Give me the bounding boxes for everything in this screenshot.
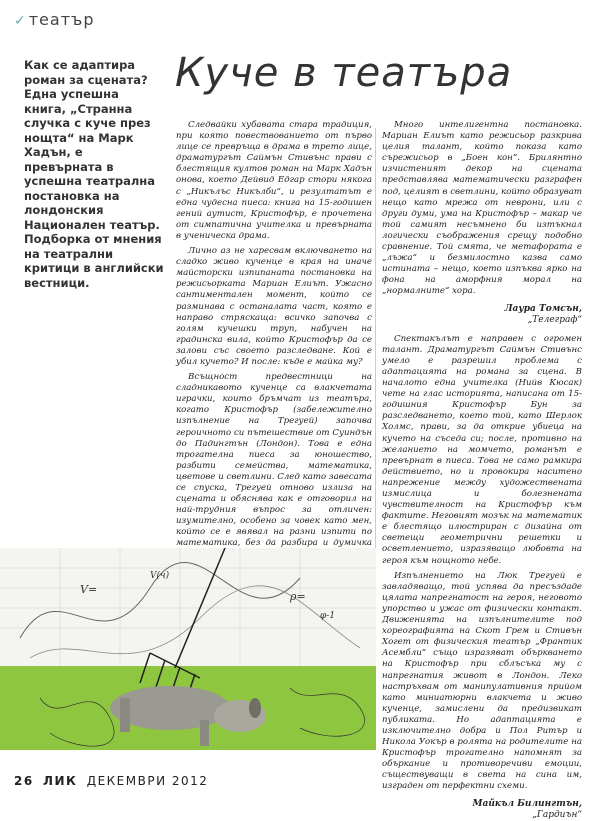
page-number: 26 [14,774,34,788]
critic-signature: Лаура Томсън, [504,303,582,314]
article-title: Куче в театъра [175,50,513,96]
column-1 [176,120,372,589]
illustration [0,548,376,750]
paragraph: Всъщност предвестници на сладникавото кученце са влакчетата играчки, които бръмчат из театъра, когато Кристофър (забележително изпълнение на Трегуей) започва героичното си пътешествие от Суиндън до Падингтън (Лондон). Това е една трогателна пиеса за юношество, разбити семейства, математика, цветове и светлини. След като завесата се спуска, Трегуей отново излиза на сцената и обяснява как е отговорил на най-трудния въпрос за отличен: изумително, особено за човек като мен, който се е явявал на разни изпити по математика, без да разбира и думичка [176,372,372,549]
critic-source: „Гардиън“ [532,809,582,820]
section-label: ✓ театър [14,10,95,29]
paragraph: Изпълнението на Люк Трегуей е завладяващо, той успява да пресъздаде цялата напрегнатост на героя, неговото упорство и ужас от физически контакт. Движенията на изпълнителите под хореографията на Скот Грем и Стивън Хогет от физическия театър „Франтик Асембли“ също изразяват объркването на Кристофър при сблъсъка му с напрегнатия живот в Лондон. Леко настръхвам от манипулативния прийом като миниатюрни влакчета и живо кученце, замислени да предизвикат публиката. Но адаптацията е изключително добра и Пол Ритър и Никола Уокър в ролята на родителите на Кристофър трогателно напомнят за объркание и противоречиви емоции, съществуващи в света на сина им, изграден от перфектни схеми. [382,570,582,792]
critic-source: „Телеграф“ [527,314,582,325]
paragraph: Лично аз не харесвам включването на сладко живо кученце в края на иначе майсторски изпипаната постановка на режисьорката Мариан Елиът. Ужасно сантиментален момент, който се разминава с останалата част, която е направо стряскаща: всичко започва с голям кучешки труп, набучен на градинска вила, който Кристофър да се залови със своето разследване. Кой е убил кучето? И после: къде е майка му? [176,246,372,367]
column-2 [382,120,582,821]
issue-date: ДЕКЕМВРИ 2012 [86,774,209,788]
formula-label: φ-1 [320,611,336,621]
check-icon: ✓ [14,13,27,29]
formula-label: V(ч) [150,571,170,581]
column-divider [375,128,376,548]
paragraph: Много интелигентна постановка. Мариан Елиът като режисьор разкрива целия талант, който показа като сърежисьор в „Боен кон“. Брилянтно изчистеният декор на сцената представлява математически разграфен под, целият в светлини, който образуват нещо като мрежа от неврони, или с други думи, ума на Кристофър – макар че той самият несъмнено би изтъкнал логически съображения срещу подобно сравнение. Той смята, че метафората е „лъжа“ и безмилостно казва само истината – нещо, което изпъква ярко на фона на аморфния морал на „нормалните“ хора. [382,120,582,297]
lead-paragraph: Как се адаптира роман за сцената? Една успешна книга, „Странна случка с куче през нощта“ на Марк Хадън, е превърната в успешна театрална постановка на лондонския Национален театър. Подборка от мнения на театрални критици в английски вестници. [24,58,164,290]
critic-signature: Майкъл Билингтън, [472,798,582,809]
magazine-name: ЛИК [43,774,78,788]
formula-label: V= [80,583,98,596]
formula-label: ρ= [290,590,306,603]
paragraph: Спектакълът е направен с огромен талант. Драматургът Саймън Стивънс умело е разрешил проблема с адаптацията на романа за сцена. В началото една учителка (Нийв Кюсак) чете на глас историята, написана от 15-годишния Кристофър Бун за разследването, което той, като Шерлок Холмс, прави, за да открие убиеца на кучето на съседа си; после, противно на желанието на момчето, романът е превърнат в пиеса. Това не само рамкира действието, но и провокира наситено напрежение между художествената измислица и болезнената чувствителност на Кристофър към фактите. Неговият мозък на математик е блестящо илюстриран с дизайна от светещи геометрични решетки и осветлението, изразяващо любовта на героя към нощното небе. [382,333,582,566]
paragraph: Следвайки хубавата стара традиция, при която повествованието от първо лице се превръща в драма в трето лице, драматургът Саймън Стивънс прави с блестящия култов роман на Марк Хадън онова, което Дейвид Едгар стори някога с „Никълъс Никълби“, и резултатът е една чудесна пиеса: книга на 15-годишен гений аутист, Кристофър, е прочетена от симпатична учителка и превърната в ученическа драма. [176,120,372,241]
page-footer [14,774,208,788]
